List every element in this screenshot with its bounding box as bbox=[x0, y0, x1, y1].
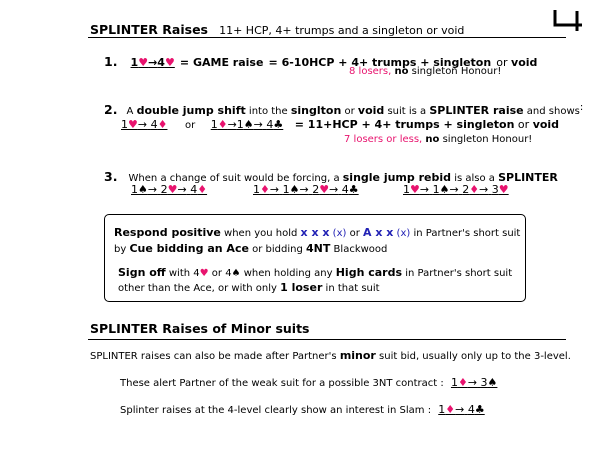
section1-title: SPLINTER Raises bbox=[90, 22, 208, 37]
arrow-icon: → bbox=[137, 118, 148, 131]
club-icon: ♣ bbox=[273, 118, 284, 131]
arrow-icon: → bbox=[455, 403, 465, 416]
arrow-icon: → bbox=[419, 183, 430, 196]
section2-title: SPLINTER Raises of Minor suits bbox=[90, 321, 310, 336]
arrow-icon: → bbox=[253, 118, 263, 131]
point1-note: 8 losers, no singleton Honour! bbox=[349, 66, 502, 77]
point3-seq3: 1♥→ 1♠→ 2♦→ 3♥ bbox=[403, 183, 509, 196]
arrow-icon: → bbox=[269, 183, 280, 196]
spade-icon: ♠ bbox=[243, 118, 254, 131]
arrow-icon: → bbox=[177, 183, 187, 196]
diamond-icon: ♦ bbox=[157, 118, 168, 131]
point2-line: 2. A double jump shift into the singlton or void suit is a SPLINTER raise and shows: bbox=[104, 102, 584, 117]
heart-icon: ♥ bbox=[167, 183, 178, 196]
heart-icon: ♥ bbox=[319, 183, 330, 196]
diamond-icon: ♦ bbox=[445, 403, 456, 416]
game-raise-label: GAME raise bbox=[192, 56, 264, 69]
page-number-glyph bbox=[552, 8, 586, 32]
section2-seq2: 1♦→ 4♣ bbox=[438, 403, 485, 416]
club-icon: ♣ bbox=[348, 183, 359, 196]
section2-seq1: 1♦→ 3♠ bbox=[450, 376, 498, 389]
point3-seq2: 1♦→ 1♠→ 2♥→ 4♣ bbox=[253, 183, 359, 196]
section1-header bbox=[90, 19, 464, 38]
point1-line: 1. 1♥→4♥ = GAME raise = 6-10HCP + 4+ trumps + singleton or void bbox=[104, 54, 538, 69]
box-line4: other than the Ace, or with only 1 loser in that suit bbox=[118, 281, 380, 294]
box-line3: Sign off with 4♥ or 4♠ when holding any High cards in Partner's short suit bbox=[118, 266, 513, 279]
spade-icon: ♠ bbox=[289, 183, 300, 196]
arrow-icon: → bbox=[299, 183, 309, 196]
section2-intro: SPLINTER raises can also be made after Partner's minor suit bid, usually only up to the 3-level. bbox=[90, 349, 571, 362]
arrow-icon: → bbox=[147, 183, 158, 196]
heart-icon: ♥ bbox=[199, 268, 209, 279]
box-line1: Respond positive when you hold x x x (x) or A x x (x) in Partner's short suit bbox=[114, 226, 521, 239]
heart-icon: ♥ bbox=[164, 56, 175, 69]
arrow-icon: → bbox=[467, 376, 478, 389]
point2-seq1: 1♥→ 4♦ bbox=[121, 118, 168, 131]
point3-number: 3. bbox=[104, 169, 118, 184]
diamond-icon: ♦ bbox=[197, 183, 208, 196]
club-icon: ♣ bbox=[474, 403, 485, 416]
spade-icon: ♠ bbox=[138, 183, 148, 196]
spade-icon: ♠ bbox=[439, 183, 450, 196]
point2-note: 7 losers or less, no singleton Honour! bbox=[344, 134, 533, 145]
heart-icon: ♥ bbox=[128, 118, 138, 131]
diamond-icon: ♦ bbox=[457, 376, 468, 389]
point2-number: 2. bbox=[104, 102, 118, 117]
spade-icon: ♠ bbox=[231, 268, 241, 279]
box-line2: by Cue bidding an Ace or bidding 4NT Blackwood bbox=[114, 242, 388, 255]
point2-sequences: 1♥→ 4♦ or 1♦→1♠→ 4♣ = 11+HCP + 4+ trumps + singleton or void bbox=[121, 118, 560, 131]
point3-seq1: 1♠→ 2♥→ 4♦ bbox=[131, 183, 208, 196]
section2-line2: Splinter raises at the 4-level clearly show an interest in Slam : 1♦→ 4♣ bbox=[120, 403, 485, 416]
arrow-icon: → bbox=[479, 183, 489, 196]
section2-line1: These alert Partner of the weak suit for a possible 3NT contract : 1♦→ 3♠ bbox=[120, 376, 498, 389]
point1-number: 1. bbox=[104, 54, 118, 69]
heart-icon: ♥ bbox=[138, 56, 149, 69]
heart-icon: ♥ bbox=[498, 183, 509, 196]
arrow-icon: → bbox=[449, 183, 459, 196]
section2-rule bbox=[88, 339, 566, 340]
page-number bbox=[552, 8, 586, 32]
point2-seq2: 1♦→1♠→ 4♣ bbox=[210, 118, 284, 131]
heart-icon: ♥ bbox=[410, 183, 420, 196]
section1-rule bbox=[88, 37, 566, 38]
spade-icon: ♠ bbox=[487, 376, 498, 389]
point1-sequence: 1♥→4♥ bbox=[130, 56, 175, 69]
arrow-icon: → bbox=[227, 118, 237, 131]
arrow-icon: → bbox=[148, 56, 158, 69]
arrow-icon: → bbox=[329, 183, 339, 196]
diamond-icon: ♦ bbox=[469, 183, 480, 196]
diamond-icon: ♦ bbox=[260, 183, 270, 196]
point3-line: 3. When a change of suit would be forcing, a single jump rebid is also a SPLINTER bbox=[104, 169, 558, 184]
diamond-icon: ♦ bbox=[217, 118, 228, 131]
section1-subtitle: 11+ HCP, 4+ trumps and a singleton or void bbox=[219, 24, 465, 37]
